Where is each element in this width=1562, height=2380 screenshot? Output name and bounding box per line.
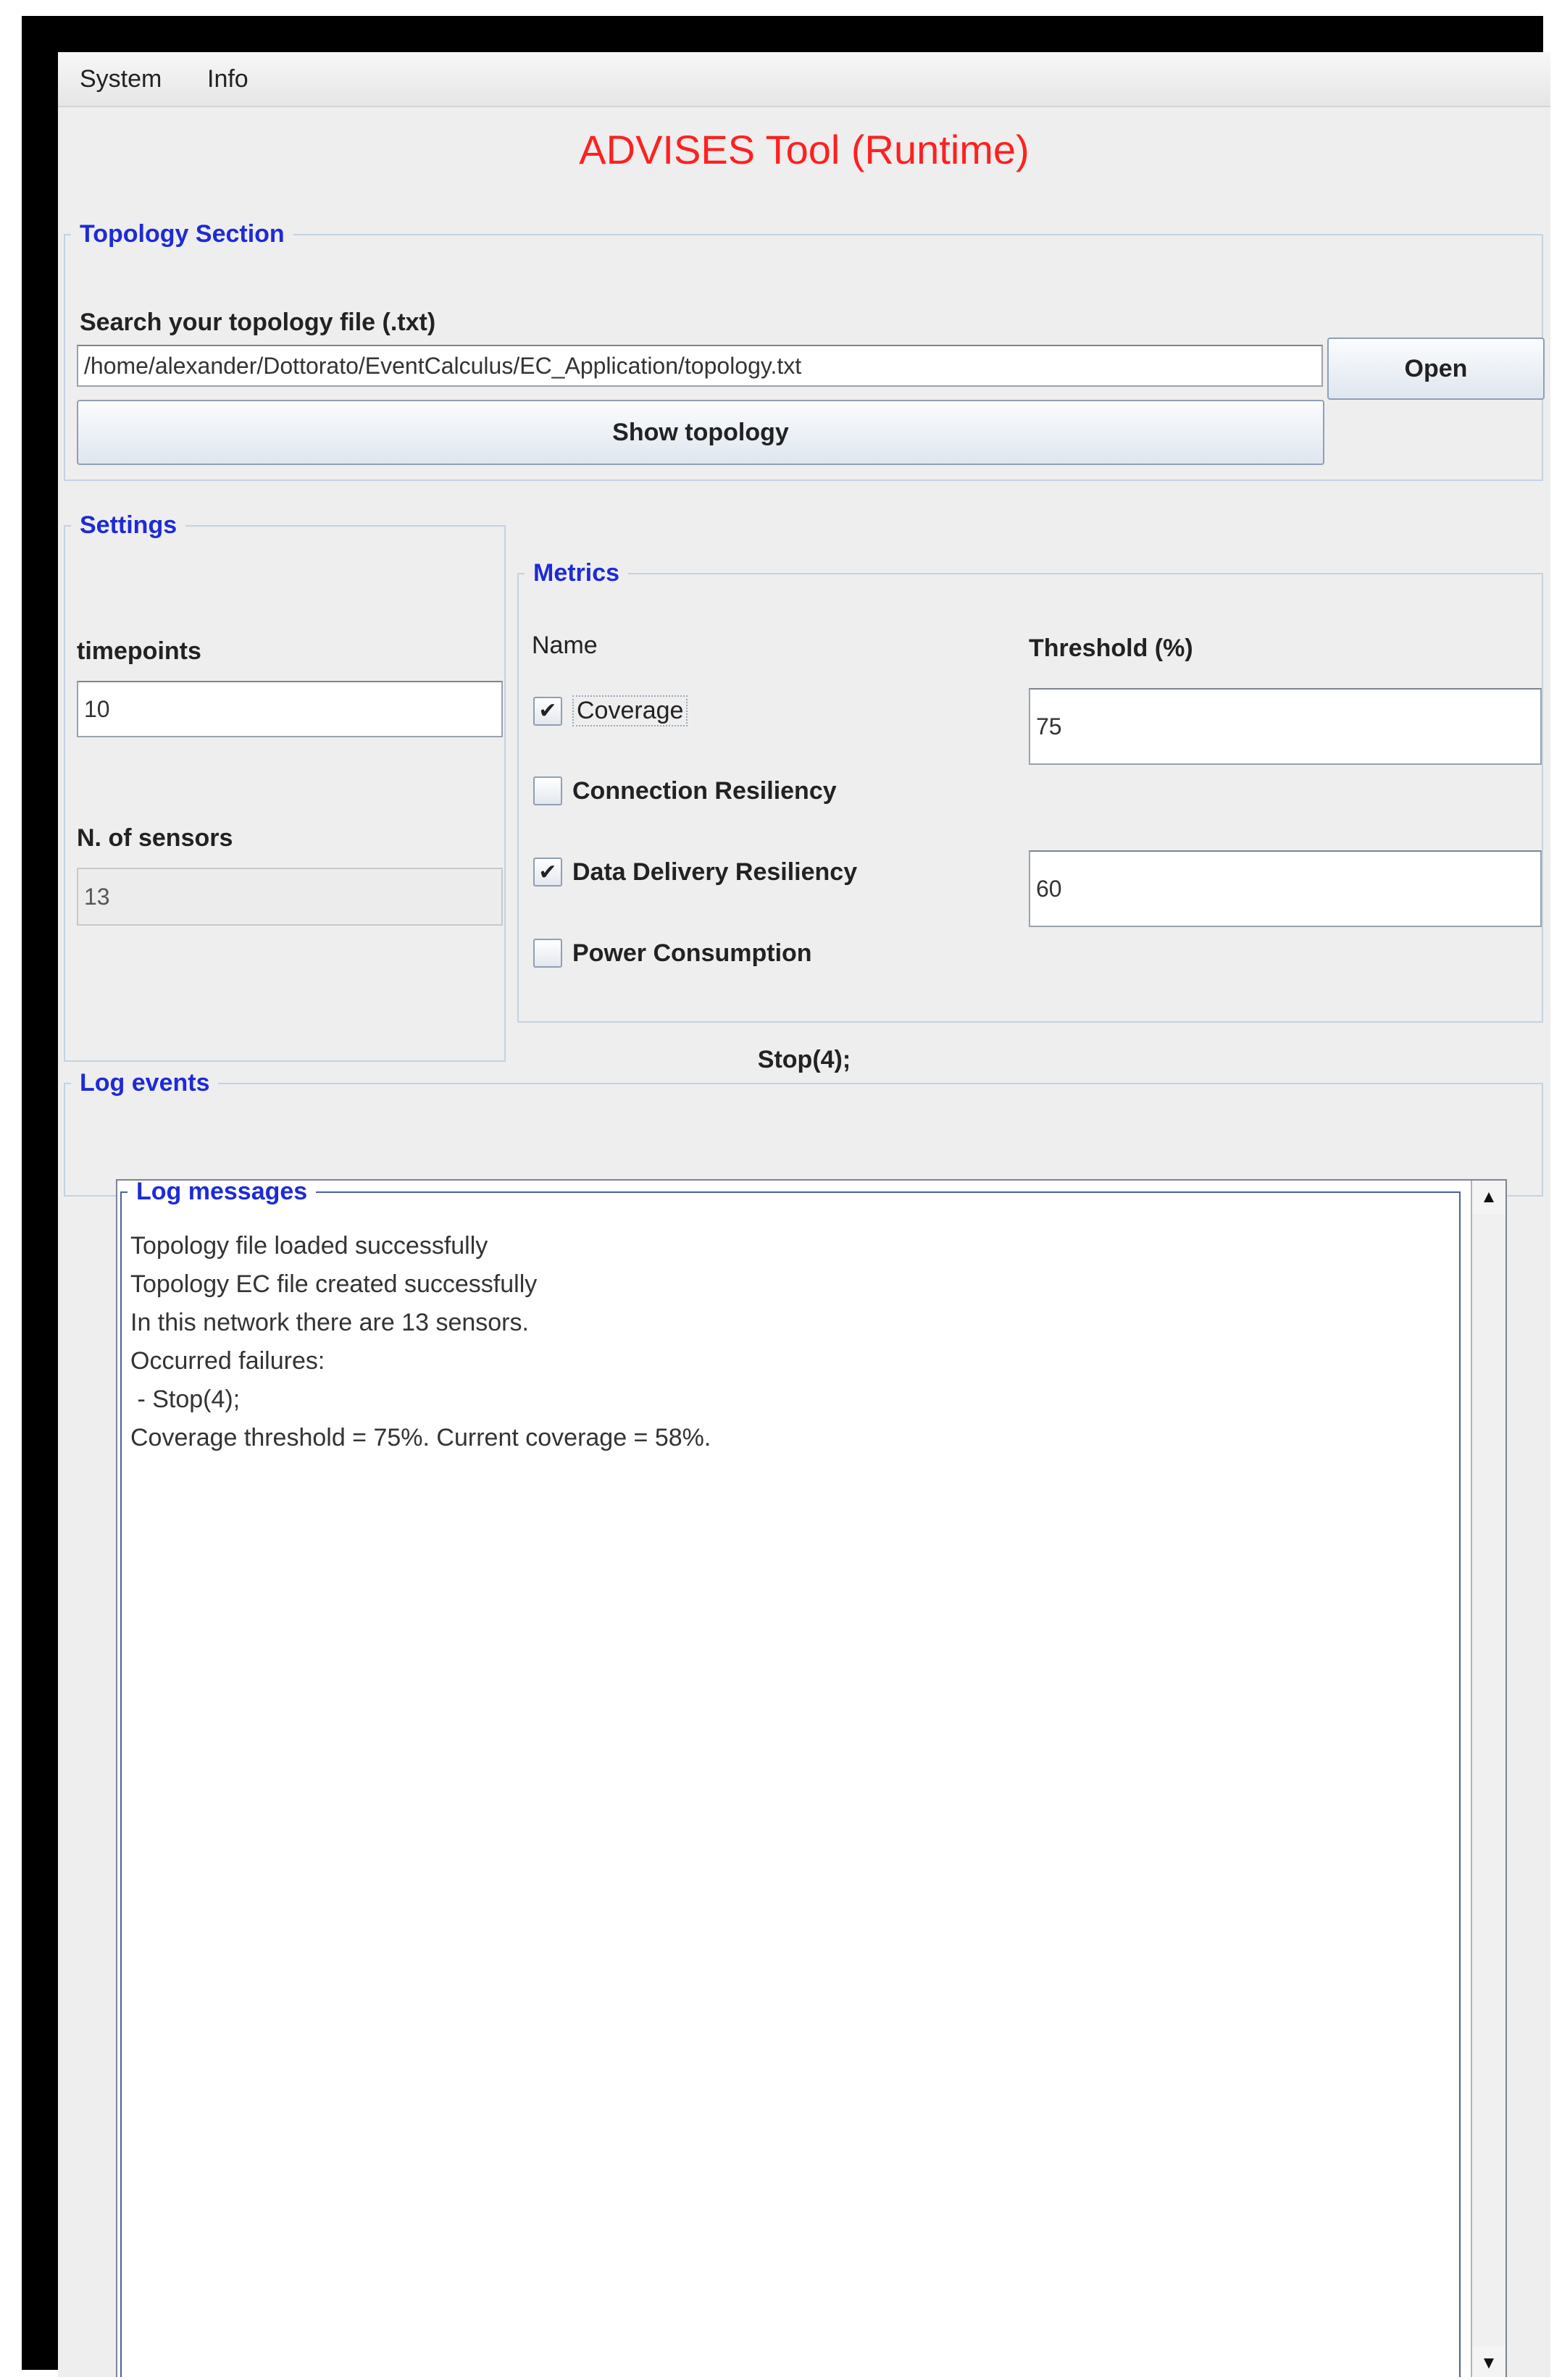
- coverage-checkbox[interactable]: ✔: [533, 697, 562, 726]
- log-messages-legend: Log messages: [136, 1178, 308, 1205]
- coverage-label: Coverage: [572, 695, 688, 726]
- log-line: Topology EC file created successfully: [130, 1270, 538, 1298]
- log-line: Occurred failures:: [130, 1347, 325, 1375]
- log-events-text: Stop(4);: [757, 1046, 851, 1073]
- app-title: ADVISES Tool (Runtime): [579, 127, 1030, 172]
- settings-section-legend: Settings: [80, 511, 178, 539]
- scroll-down-arrow-icon[interactable]: ▼: [1472, 2347, 1505, 2377]
- metrics-section-legend: Metrics: [533, 559, 620, 587]
- app-window: [58, 52, 1550, 2377]
- topology-file-path-input[interactable]: [77, 345, 1323, 387]
- sensors-count-field: [77, 868, 503, 926]
- open-button[interactable]: Open: [1327, 338, 1545, 400]
- connection-resiliency-checkbox[interactable]: [533, 776, 562, 805]
- timepoints-input[interactable]: [77, 681, 503, 737]
- metrics-threshold-header: Threshold (%): [1029, 634, 1193, 662]
- settings-section: [64, 511, 506, 1062]
- log-messages-text: [130, 1227, 711, 1457]
- topology-section-legend: Topology Section: [80, 220, 285, 248]
- log-line: In this network there are 13 sensors.: [130, 1309, 529, 1336]
- data-delivery-threshold-input[interactable]: [1029, 850, 1542, 927]
- log-messages-scrollbar[interactable]: [1471, 1181, 1505, 2377]
- log-messages-scrollpane[interactable]: [116, 1179, 1507, 2377]
- scroll-up-arrow-icon[interactable]: ▲: [1472, 1181, 1505, 1214]
- data-delivery-resiliency-checkbox[interactable]: ✔: [533, 858, 562, 887]
- timepoints-label: timepoints: [77, 637, 201, 665]
- log-line: Coverage threshold = 75%. Current coverage = 58%.: [130, 1424, 711, 1451]
- window-frame: [22, 16, 1543, 2373]
- log-line: - Stop(4);: [130, 1386, 241, 1413]
- menu-bar: [58, 52, 1550, 107]
- metric-power-consumption-row[interactable]: [533, 939, 812, 968]
- power-consumption-label: Power Consumption: [572, 939, 812, 967]
- show-topology-button[interactable]: Show topology: [77, 400, 1324, 465]
- sensors-label: N. of sensors: [77, 824, 233, 852]
- menu-info[interactable]: Info: [207, 65, 248, 93]
- metric-coverage-row[interactable]: [533, 695, 688, 726]
- metrics-name-header: Name: [532, 632, 598, 659]
- topology-search-label: Search your topology file (.txt): [80, 309, 436, 336]
- menu-system[interactable]: System: [80, 65, 162, 93]
- log-line: Topology file loaded successfully: [130, 1232, 488, 1260]
- data-delivery-resiliency-label: Data Delivery Resiliency: [572, 858, 858, 886]
- power-consumption-checkbox[interactable]: [533, 939, 562, 968]
- log-events-legend: Log events: [80, 1069, 210, 1097]
- metric-connection-resiliency-row[interactable]: [533, 776, 837, 805]
- connection-resiliency-label: Connection Resiliency: [572, 776, 837, 805]
- coverage-threshold-input[interactable]: [1029, 688, 1542, 765]
- metric-data-delivery-resiliency-row[interactable]: [533, 858, 857, 887]
